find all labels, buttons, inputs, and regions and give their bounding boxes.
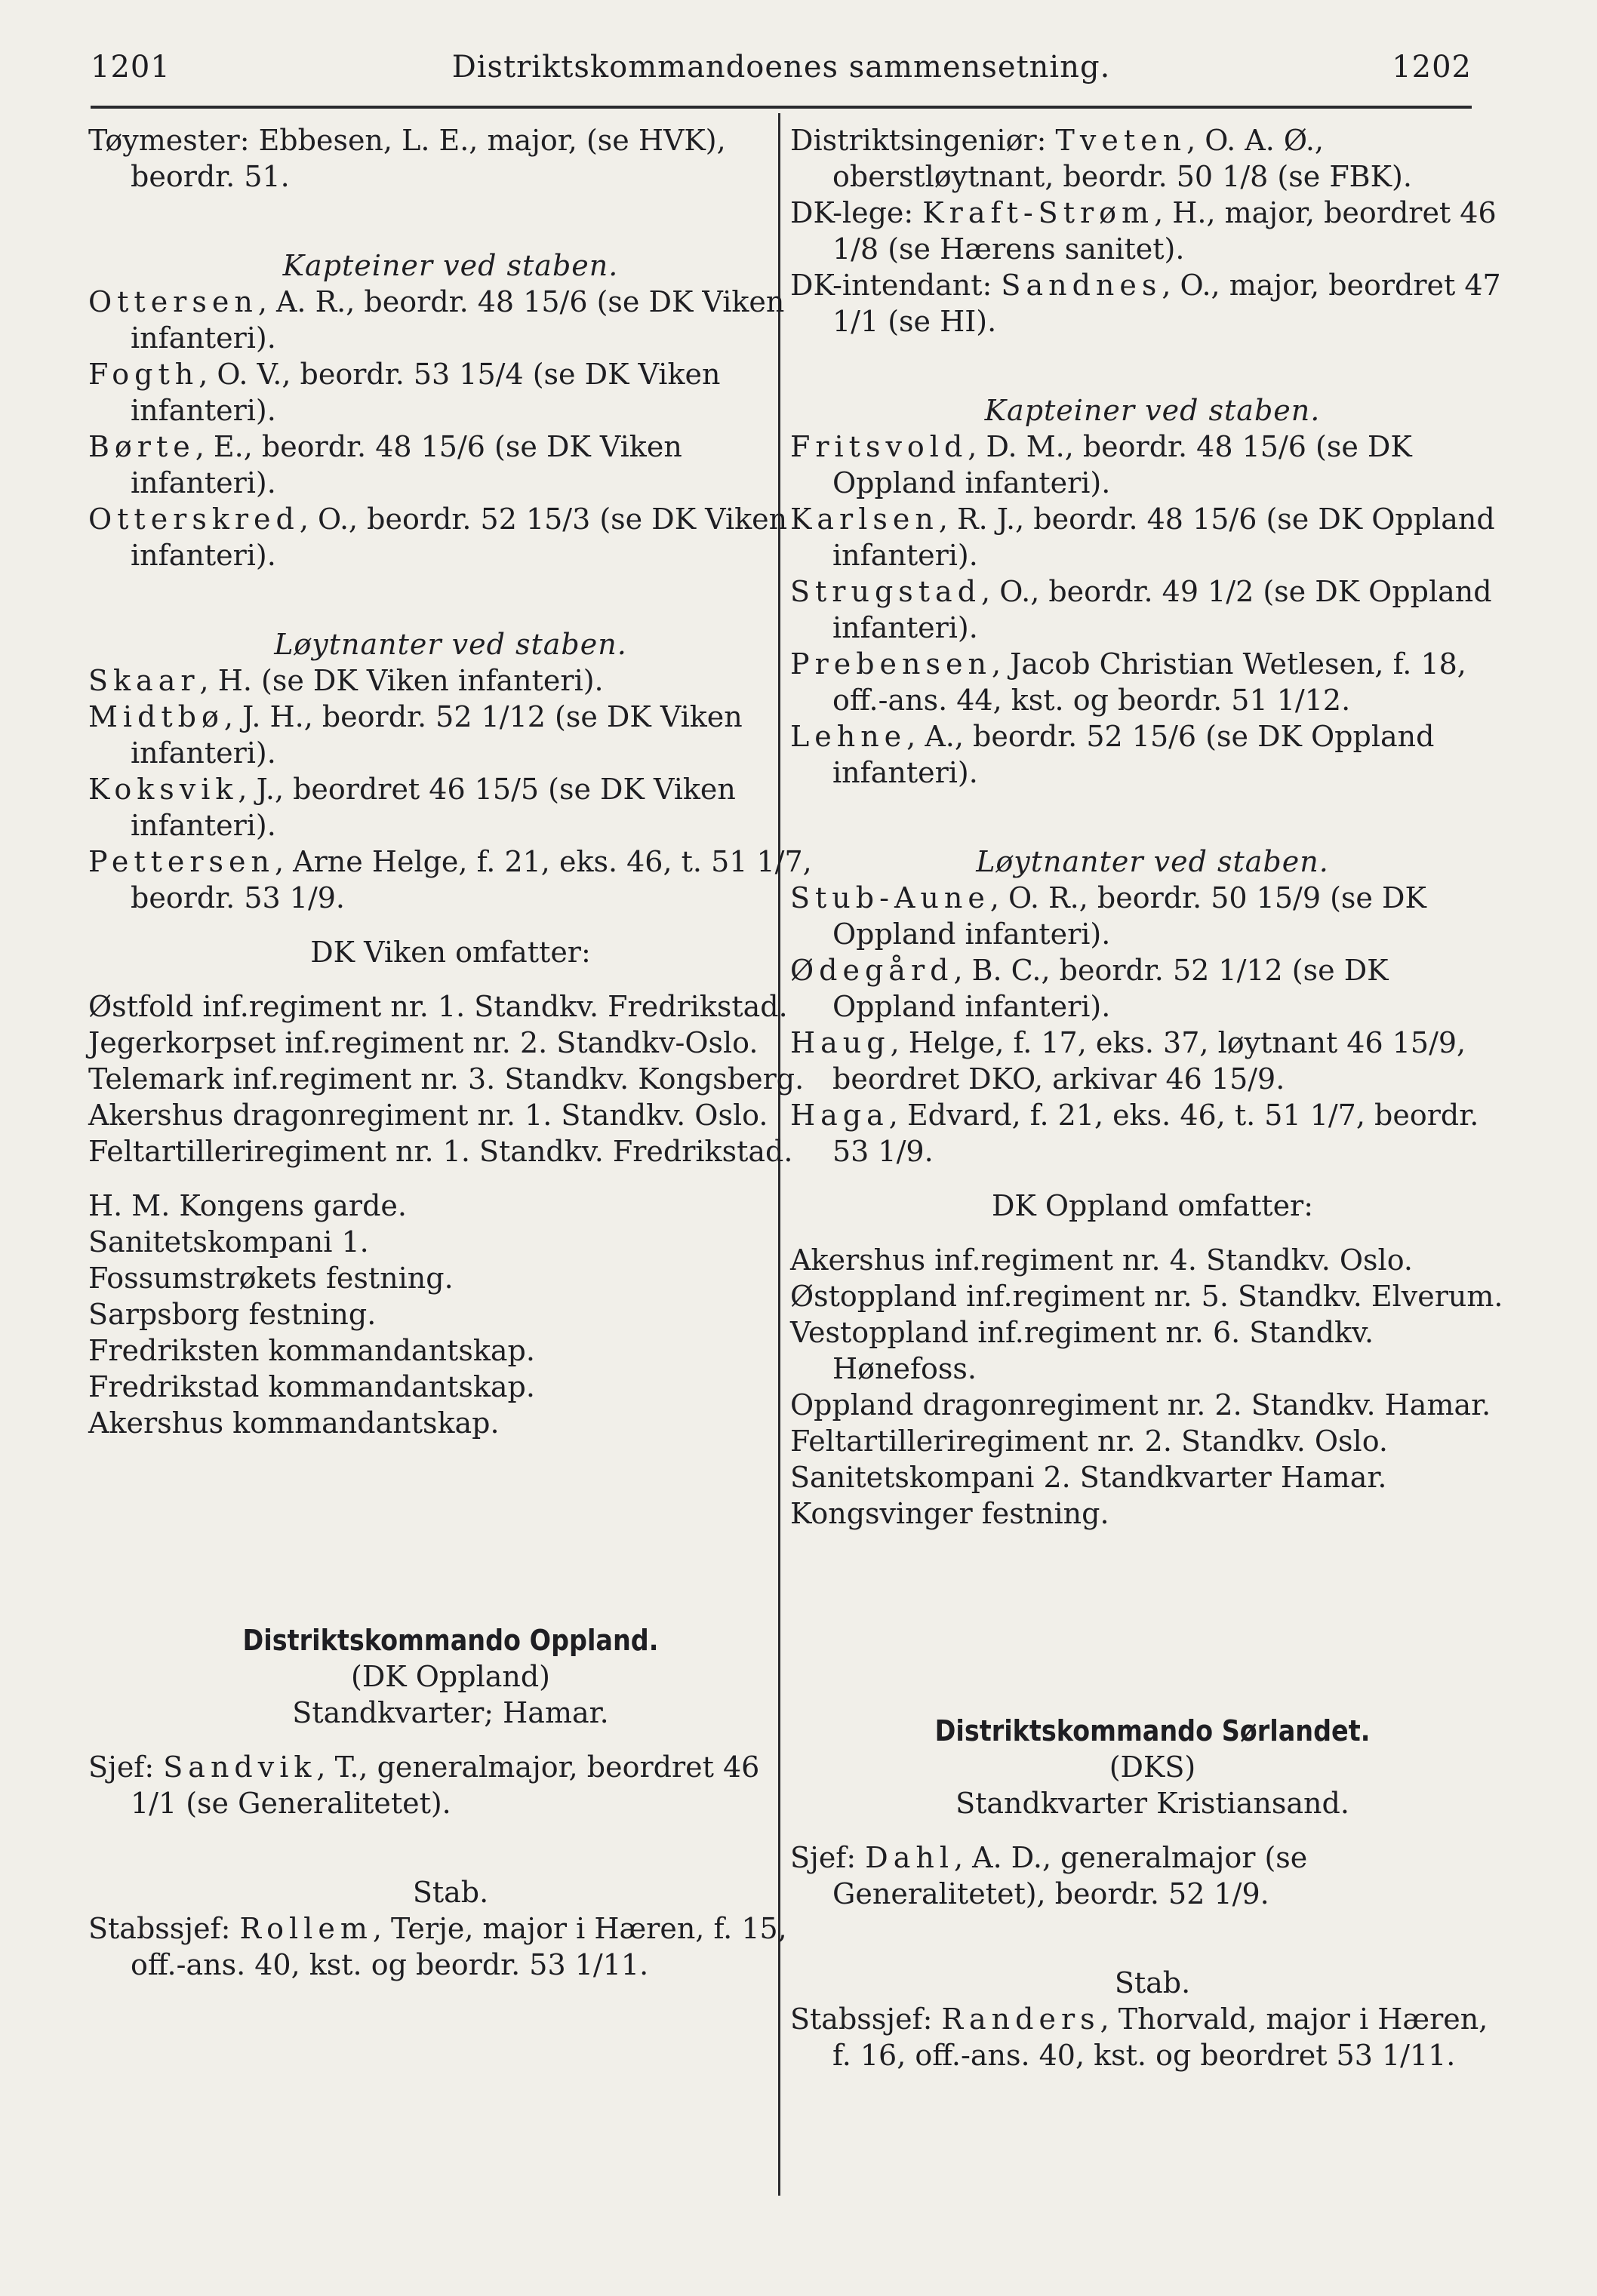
section-abbr: (DKS): [1109, 1750, 1196, 1784]
list-item: Lehne, A., beordr. 52 15/6 (se DK Oppland infanteri).: [790, 720, 1435, 789]
list-item: Strugstad, O., beordr. 49 1/2 (se DK Oppland infanteri).: [790, 575, 1492, 644]
list-item: Akershus kommandantskap.: [88, 1406, 500, 1440]
right-column: [790, 122, 1515, 2073]
unit-item: Kongsvinger festning.: [790, 1497, 1109, 1530]
list-item: Skaar, H. (se DK Viken infanteri).: [88, 664, 604, 697]
section-hq: Standkvarter Kristiansand.: [955, 1787, 1349, 1820]
stab-heading: Stab.: [1114, 1966, 1191, 1999]
sjef-entry: Sjef: Dahl, A. D., generalmajor (se Generalitetet), beordr. 52 1/9.: [790, 1841, 1308, 1910]
entry-distriktsingenior: Distriktsingeniør: Tveten, O. A. Ø., oberstløytnant, beordr. 50 1/8 (se FBK).: [790, 124, 1412, 193]
list-item: Koksvik, J., beordret 46 15/5 (se DK Viken infanteri).: [88, 773, 736, 842]
omfatter-heading: DK Oppland omfatter:: [991, 1189, 1314, 1222]
omfatter-heading: DK Viken omfatter:: [310, 936, 591, 969]
list-item: H. M. Kongens garde.: [88, 1189, 407, 1222]
page-number-left: 1201: [91, 50, 171, 85]
entry-toymester: Tøymester: Ebbesen, L. E., major, (se HVK), beordr. 51.: [88, 124, 726, 193]
unit-item: Oppland dragonregiment nr. 2. Standkv. Hamar.: [790, 1388, 1491, 1422]
unit-item: Akershus inf.regiment nr. 4. Standkv. Oslo.: [790, 1243, 1413, 1277]
list-item: Fredrikstad kommandantskap.: [88, 1370, 535, 1403]
list-item: Karlsen, R. J., beordr. 48 15/6 (se DK Oppland infanteri).: [790, 503, 1495, 572]
section-title-sorlandet: Distriktskommando Sørlandet.: [934, 1714, 1371, 1747]
unit-item: Feltartilleriregiment nr. 1. Standkv. Fredrikstad.: [88, 1135, 793, 1168]
unit-item: Feltartilleriregiment nr. 2. Standkv. Oslo.: [790, 1425, 1388, 1458]
list-item: Ødegård, B. C., beordr. 52 1/12 (se DK Oppland infanteri).: [790, 954, 1389, 1023]
unit-item: Østoppland inf.regiment nr. 5. Standkv. Elverum.: [790, 1280, 1503, 1313]
kapteiner-heading: Kapteiner ved staben.: [282, 249, 619, 282]
list-item: Ottersen, A. R., beordr. 48 15/6 (se DK Viken infanteri).: [88, 285, 785, 355]
list-item: Stub-Aune, O. R., beordr. 50 15/9 (se DK Oppland infanteri).: [790, 881, 1426, 951]
stabssjef-entry: Stabssjef: Randers, Thorvald, major i Hæren, f. 16, off.-ans. 40, kst. og beordret 53 1/11.: [790, 2002, 1488, 2072]
list-item: Sarpsborg festning.: [88, 1298, 377, 1331]
sjef-entry: Sjef: Sandvik, T., generalmajor, beordret 46 1/1 (se Generalitetet).: [88, 1750, 760, 1820]
unit-item: Vestoppland inf.regiment nr. 6. Standkv. Hønefoss.: [790, 1316, 1374, 1385]
entry-dk-lege: DK-lege: Kraft-Strøm, H., major, beordret 46 1/8 (se Hærens sanitet).: [790, 196, 1497, 266]
list-item: Pettersen, Arne Helge, f. 21, eks. 46, t. 51 1/7, beordr. 53 1/9.: [88, 845, 812, 914]
list-item: Fredriksten kommandantskap.: [88, 1334, 535, 1367]
loytnanter-heading: Løytnanter ved staben.: [274, 628, 627, 661]
unit-item: Jegerkorpset inf.regiment nr. 2. Standkv-Oslo.: [88, 1026, 758, 1059]
entry-dk-intendant: DK-intendant: Sandnes, O., major, beordret 47 1/1 (se HI).: [790, 269, 1501, 338]
unit-item: Østfold inf.regiment nr. 1. Standkv. Fredrikstad.: [88, 990, 788, 1023]
list-item: Haug, Helge, f. 17, eks. 37, løytnant 46 15/9, beordret DKO, arkivar 46 15/9.: [790, 1026, 1466, 1096]
page-number-right: 1202: [1392, 50, 1472, 85]
page-header: [91, 50, 1472, 95]
running-title: Distriktskommandoenes sammensetning.: [451, 50, 1111, 85]
list-item: Otterskred, O., beordr. 52 15/3 (se DK Viken infanteri).: [88, 503, 788, 572]
section-title-oppland: Distriktskommando Oppland.: [242, 1624, 659, 1657]
section-abbr: (DK Oppland): [351, 1660, 550, 1693]
left-column: [88, 122, 813, 1983]
list-item: Fritsvold, D. M., beordr. 48 15/6 (se DK Oppland infanteri).: [790, 430, 1412, 499]
list-item: Sanitetskompani 1.: [88, 1225, 369, 1259]
list-item: Fogth, O. V., beordr. 53 15/4 (se DK Viken infanteri).: [88, 358, 721, 427]
stab-heading: Stab.: [412, 1876, 489, 1909]
loytnanter-heading: Løytnanter ved staben.: [976, 845, 1329, 878]
unit-item: Telemark inf.regiment nr. 3. Standkv. Kongsberg.: [88, 1062, 805, 1096]
list-item: Børte, E., beordr. 48 15/6 (se DK Viken infanteri).: [88, 430, 682, 499]
unit-item: Akershus dragonregiment nr. 1. Standkv. Oslo.: [88, 1099, 768, 1132]
list-item: Midtbø, J. H., beordr. 52 1/12 (se DK Viken infanteri).: [88, 700, 743, 770]
list-item: Prebensen, Jacob Christian Wetlesen, f. 18, off.-ans. 44, kst. og beordr. 51 1/12.: [790, 647, 1466, 717]
stabssjef-entry: Stabssjef: Rollem, Terje, major i Hæren, f. 15, off.-ans. 40, kst. og beordr. 53 1/11.: [88, 1912, 787, 1981]
kapteiner-heading: Kapteiner ved staben.: [984, 394, 1321, 427]
header-rule: [91, 106, 1472, 109]
list-item: Fossumstrøkets festning.: [88, 1262, 454, 1295]
section-hq: Standkvarter; Hamar.: [292, 1696, 609, 1729]
unit-item: Sanitetskompani 2. Standkvarter Hamar.: [790, 1461, 1387, 1494]
list-item: Haga, Edvard, f. 21, eks. 46, t. 51 1/7, beordr. 53 1/9.: [790, 1099, 1479, 1168]
